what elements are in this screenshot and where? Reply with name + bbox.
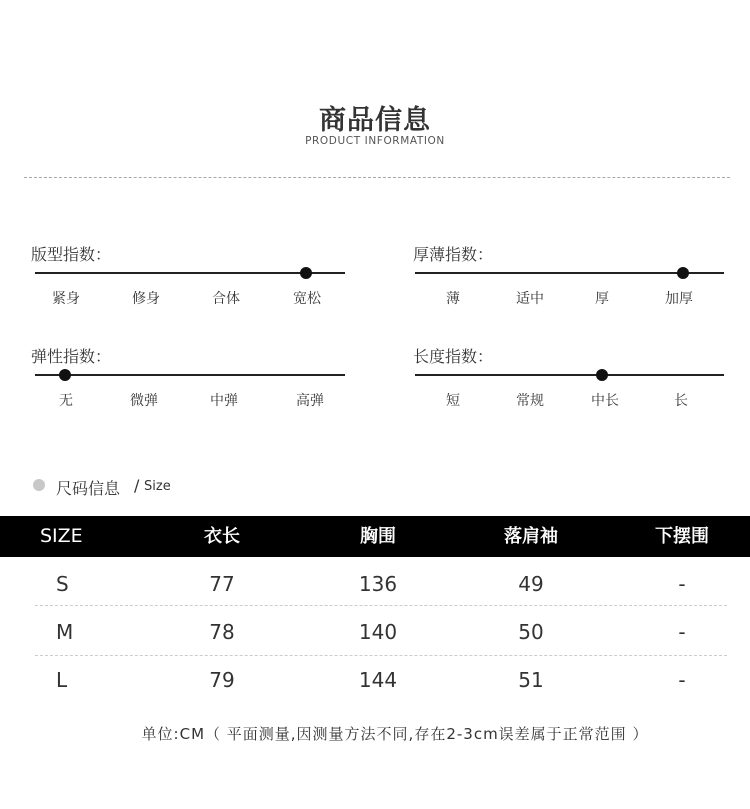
cell-hem: - [678,668,686,692]
measurement-footnote: 单位:CM（ 平面测量,因测量方法不同,存在2-3cm误差属于正常范围 ） [141,725,649,743]
table-row [0,608,750,656]
cell-size: S [56,572,69,596]
thickness-index [413,242,733,322]
thickness-option-medium: 适中 [516,291,544,307]
length-index-marker [596,369,608,381]
fit-index-label: 版型指数： [31,245,112,264]
cell-hem: - [678,572,686,596]
table-row [0,656,750,704]
fit-index-track [35,272,345,274]
column-header-chest: 胸围 [360,526,396,547]
elasticity-option-slight: 微弹 [130,393,158,409]
thickness-option-extra-thick: 加厚 [665,291,693,307]
length-option-long: 长 [674,393,688,409]
elasticity-option-none: 无 [59,393,73,409]
length-index-label: 长度指数： [413,347,494,366]
size-section-label: 尺码信息 [56,479,121,498]
column-header-hem: 下摆围 [655,526,709,547]
cell-length: 78 [209,620,235,644]
cell-size: L [56,668,68,692]
cell-size: M [56,620,74,644]
size-section-label-en: Size [144,479,171,494]
elasticity-option-medium: 中弹 [210,393,238,409]
fit-option-slim: 修身 [132,291,160,307]
page-title: 商品信息 [319,105,431,136]
cell-shoulder-sleeve: 50 [518,620,544,644]
elasticity-index-marker [59,369,71,381]
cell-chest: 144 [358,668,398,692]
fit-option-loose: 宽松 [293,291,321,307]
size-section-separator: / [134,476,140,495]
size-table-header [0,516,750,557]
bullet-dot-icon [33,479,45,491]
cell-hem: - [678,620,686,644]
table-row [0,560,750,608]
cell-shoulder-sleeve: 49 [518,572,544,596]
cell-length: 77 [209,572,235,596]
length-index [413,344,733,424]
elasticity-index-track [35,374,345,376]
fit-option-tight: 紧身 [52,291,80,307]
column-header-length: 衣长 [204,526,240,547]
fit-index-marker [300,267,312,279]
thickness-option-thick: 厚 [595,291,609,307]
elasticity-index [31,344,351,424]
cell-chest: 136 [358,572,398,596]
page-subtitle: PRODUCT INFORMATION [305,135,445,147]
section-divider [24,177,730,178]
length-option-short: 短 [446,393,460,409]
thickness-index-marker [677,267,689,279]
column-header-size: SIZE [40,525,83,547]
cell-chest: 140 [358,620,398,644]
column-header-shoulder-sleeve: 落肩袖 [504,526,558,547]
length-option-mid-long: 中长 [591,393,619,409]
length-index-track [415,374,724,376]
row-divider [35,605,727,606]
cell-length: 79 [209,668,235,692]
cell-shoulder-sleeve: 51 [518,668,544,692]
thickness-index-label: 厚薄指数： [413,245,494,264]
thickness-option-thin: 薄 [446,291,460,307]
elasticity-index-label: 弹性指数： [31,347,112,366]
fit-index [31,242,351,322]
fit-option-regular: 合体 [212,291,240,307]
length-option-regular: 常规 [516,393,544,409]
elasticity-option-high: 高弹 [296,393,324,409]
